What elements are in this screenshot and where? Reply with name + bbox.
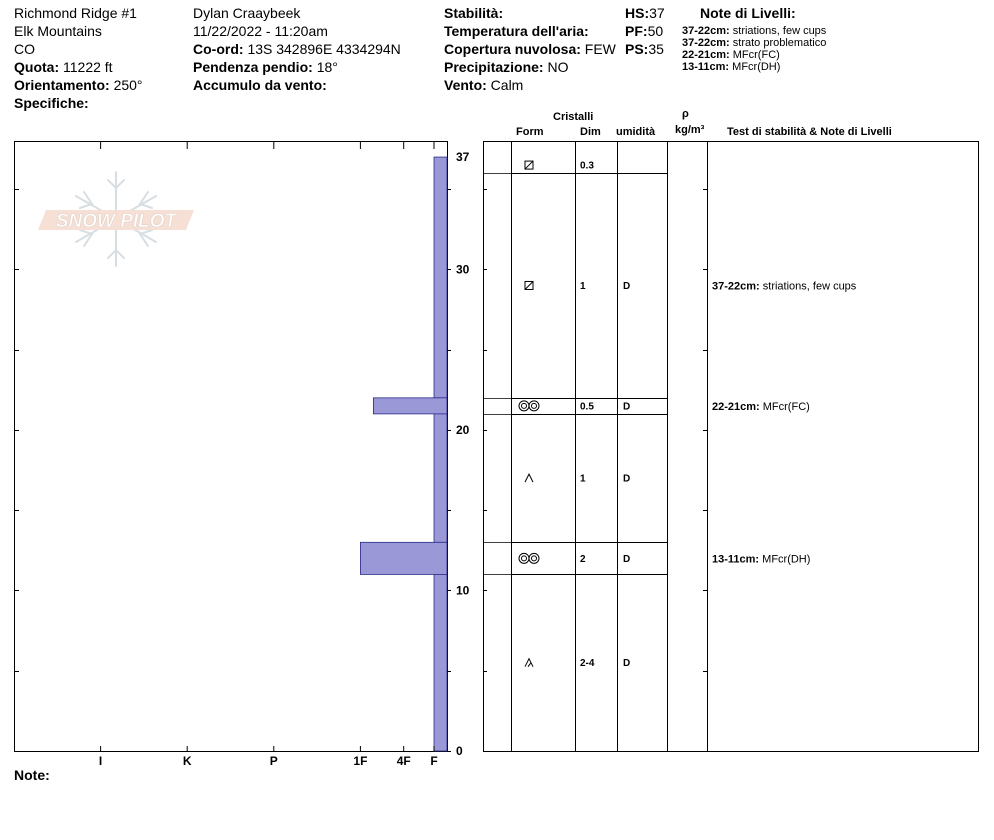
- hardness-bar: [373, 398, 447, 414]
- wind-loading-label: Accumulo da vento:: [193, 77, 327, 93]
- footer-note-label: Note:: [14, 767, 50, 783]
- depth-hoar-striated-icon: [525, 659, 533, 667]
- hardness-bar: [434, 414, 447, 542]
- layer-note-text: MFcr(FC): [762, 400, 810, 413]
- hardness-bar: [360, 542, 447, 574]
- elevation-value: 11222 ft: [63, 59, 113, 75]
- depth-tick-label: 30: [456, 262, 470, 277]
- depth-hoar-icon: [525, 474, 533, 482]
- layer-note: [712, 401, 810, 413]
- hardness-tick-label: 4F: [396, 754, 411, 768]
- precip-label: Precipitazione:: [444, 59, 544, 75]
- depth-tick-label: 10: [456, 583, 470, 598]
- note-range: 37-22cm:: [682, 37, 730, 49]
- note-text: striations, few cups: [732, 25, 827, 37]
- mountain-range: Elk Mountains: [14, 23, 102, 39]
- air-temp-label: Temperatura dell'aria:: [444, 23, 589, 39]
- rounding-faceted-icon: [525, 161, 533, 169]
- stability-label: Stabilità:: [444, 5, 504, 21]
- icon-ring-inner: [532, 556, 537, 561]
- moisture-header: umidità: [616, 126, 656, 138]
- note-text: MFcr(DH): [732, 61, 781, 73]
- cloud-value: FEW: [584, 41, 616, 57]
- layer-note-range: 13-11cm:: [712, 553, 763, 566]
- form-header: Form: [516, 126, 544, 138]
- wind-label: Vento:: [444, 77, 487, 93]
- note-text: MFcr(FC): [732, 49, 780, 61]
- layer-moisture: D: [623, 401, 631, 413]
- hs-label: HS:: [625, 5, 650, 21]
- cloud-label: Copertura nuvolosa:: [444, 41, 581, 57]
- notes-title: Note di Livelli:: [700, 5, 796, 21]
- coord-label: Co-ord:: [193, 41, 244, 57]
- note-range: 37-22cm:: [682, 25, 730, 37]
- tests-header: Test di stabilità & Note di Livelli: [727, 126, 892, 138]
- hardness-plot: [14, 141, 448, 752]
- aspect-value: 250°: [113, 77, 143, 93]
- layer-size: 0.3: [580, 160, 594, 172]
- slope-value: 18°: [316, 59, 338, 75]
- hardness-axis: [99, 141, 438, 768]
- ps-value: 35: [648, 41, 664, 57]
- depth-axis: [14, 150, 707, 758]
- layer-size: 2: [580, 553, 586, 565]
- icon-ring-inner: [522, 556, 527, 561]
- ps-label: PS:: [625, 41, 649, 57]
- layer-note-text: MFcr(DH): [762, 553, 811, 566]
- layer-note-range: 37-22cm:: [712, 280, 763, 293]
- layer-size: 1: [580, 473, 586, 485]
- icon-ring-inner: [532, 403, 537, 408]
- observer: Dylan Craaybeek: [193, 5, 301, 21]
- pf-label: PF:: [625, 23, 648, 39]
- layer-note-text: striations, few cups: [762, 280, 857, 293]
- layer-moisture: D: [623, 280, 631, 292]
- density-unit: kg/m³: [675, 124, 705, 136]
- layer-note-range: 22-21cm:: [712, 400, 763, 413]
- size-header: Dim: [580, 126, 601, 138]
- watermark-text: SNOW PILOT: [55, 211, 177, 232]
- elevation-label: Quota:: [14, 59, 60, 75]
- layer-size: 0.5: [580, 401, 594, 413]
- melt-freeze-crust-icon: [519, 553, 539, 563]
- pf-value: 50: [647, 23, 664, 39]
- icon-stripe: [528, 663, 531, 667]
- hardness-tick-label: I: [98, 754, 103, 768]
- note-text: strato problematico: [732, 37, 827, 49]
- hardness-tick-label: 1F: [353, 754, 368, 768]
- layer-size: 1: [580, 280, 586, 292]
- icon-ring: [529, 553, 539, 563]
- layer-note: [712, 553, 810, 565]
- wind-value: Calm: [490, 77, 524, 93]
- icon-diagonal: [525, 281, 533, 289]
- layer-rows: [483, 161, 857, 670]
- icon-ring: [519, 553, 529, 563]
- datetime: 11/22/2022 - 11:20am: [193, 23, 328, 39]
- note-range: 22-21cm:: [682, 49, 730, 61]
- crystals-header: Cristalli: [553, 111, 594, 123]
- density-symbol: ρ: [682, 108, 689, 120]
- hardness-tick-label: P: [269, 754, 278, 768]
- specifics-label: Specifiche:: [14, 95, 89, 111]
- slope-label: Pendenza pendio:: [193, 59, 313, 75]
- layer-note: [712, 280, 857, 292]
- precip-value: NO: [547, 59, 569, 75]
- melt-freeze-crust-icon: [519, 401, 539, 411]
- depth-tick-label: 20: [456, 422, 470, 437]
- depth-tick-label: 37: [456, 150, 470, 165]
- layer-table: [484, 141, 979, 752]
- rounding-faceted-icon: [525, 281, 533, 289]
- depth-tick-label: 0: [456, 744, 463, 758]
- note-range: 13-11cm:: [682, 61, 730, 73]
- hardness-bar: [434, 157, 447, 398]
- site-name: Richmond Ridge #1: [14, 5, 137, 21]
- icon-diagonal: [525, 161, 533, 169]
- icon-chevron: [525, 474, 533, 482]
- hardness-tick-label: K: [182, 754, 192, 768]
- layer-moisture: D: [623, 553, 631, 565]
- layer-moisture: D: [623, 473, 631, 485]
- icon-ring-inner: [522, 403, 527, 408]
- hardness-bars: [360, 157, 447, 751]
- hardness-tick-label: F: [430, 754, 438, 768]
- state: CO: [14, 41, 35, 57]
- snowpilot-logo: [38, 172, 194, 266]
- hs-value: 37: [649, 5, 665, 21]
- icon-ring: [529, 401, 539, 411]
- icon-ring: [519, 401, 529, 411]
- layer-size: 2-4: [580, 658, 595, 670]
- layer-moisture: D: [623, 658, 631, 670]
- aspect-label: Orientamento:: [14, 77, 110, 93]
- hardness-bar: [434, 574, 447, 751]
- coord-value: 13S 342896E 4334294N: [247, 41, 401, 57]
